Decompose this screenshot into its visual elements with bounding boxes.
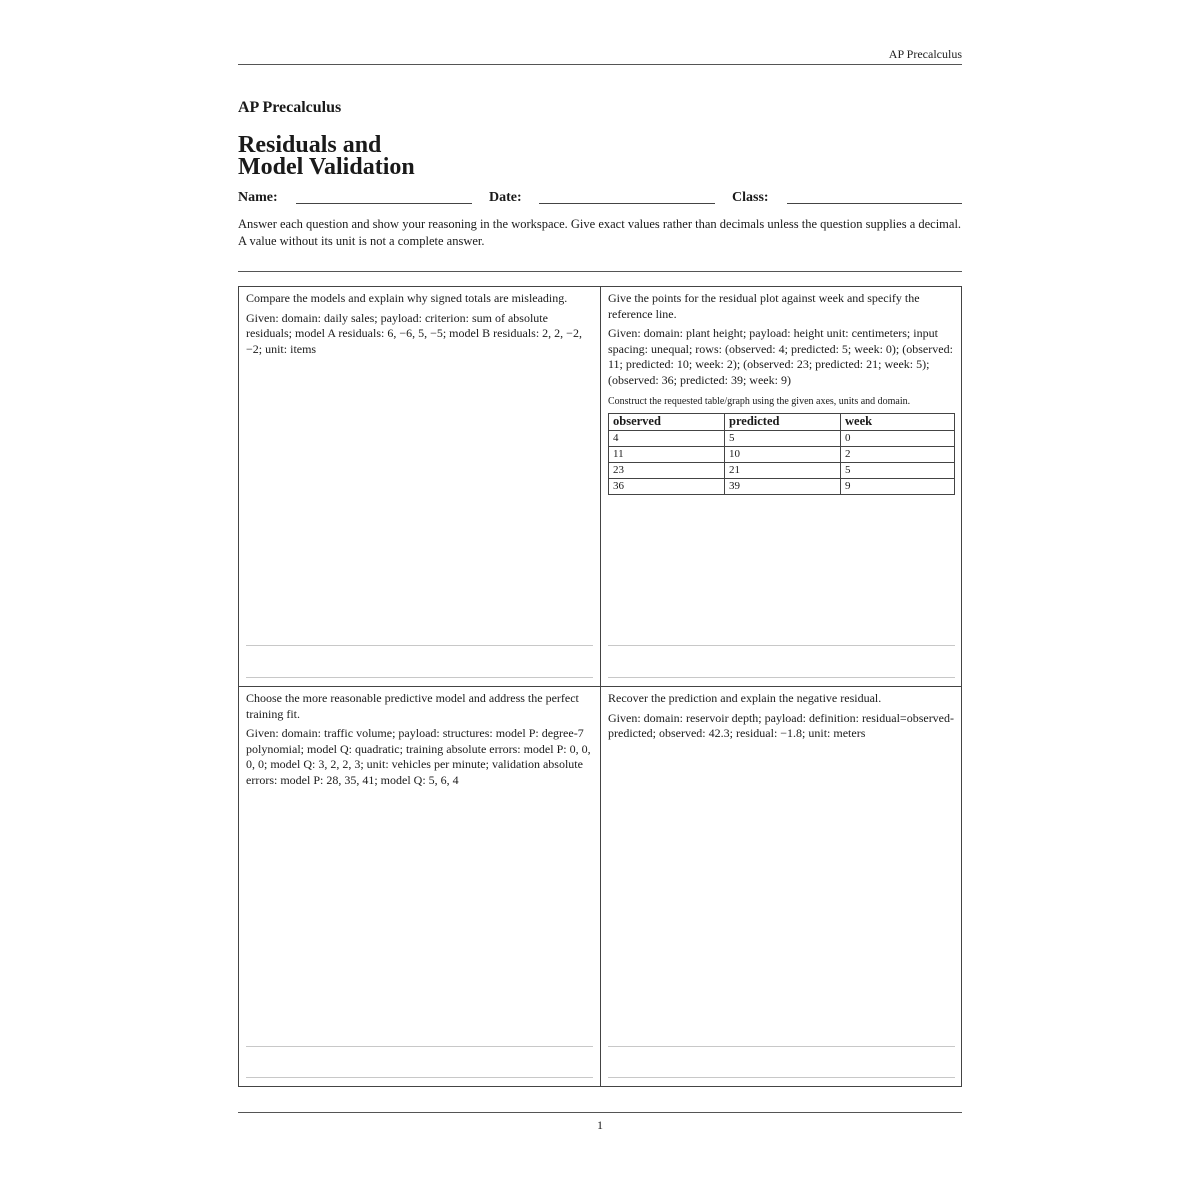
question-prompt: Compare the models and explain why signed totals are misleading. [246, 291, 568, 305]
question-grid [238, 286, 962, 1087]
column-header: observed [609, 413, 725, 430]
question-given: Given: domain: daily sales; payload: criterion: sum of absolute residuals; model A residuals: 6, −6, 5, −5; model B residuals: 2, 2, −2, −2; unit: items [246, 310, 582, 356]
question-given: Given: domain: reservoir depth; payload: definition: residual=observed-predicted; observed: 42.3; residual: −1.8; unit: meters [608, 710, 955, 740]
answer-line[interactable] [608, 645, 955, 646]
question-2 [608, 291, 955, 495]
table-row [609, 446, 955, 462]
course-name: AP Precalculus [238, 99, 342, 116]
answer-line[interactable] [246, 1046, 593, 1047]
name-label: Name: [238, 190, 278, 205]
column-header: predicted [725, 413, 841, 430]
table-cell: 5 [725, 430, 841, 446]
table-cell: 21 [725, 462, 841, 478]
table-cell: 4 [609, 430, 725, 446]
question-prompt: Recover the prediction and explain the negative residual. [608, 691, 882, 705]
date-label: Date: [489, 190, 522, 205]
page-number: 1 [597, 1118, 603, 1132]
student-info-fields [238, 190, 962, 212]
question-4 [608, 691, 955, 742]
table-cell: 11 [609, 446, 725, 462]
table-cell: 0 [841, 430, 955, 446]
class-label: Class: [732, 190, 769, 205]
question-prompt: Choose the more reasonable predictive model and address the perfect training fit. [246, 691, 579, 721]
table-cell: 2 [841, 446, 955, 462]
table-cell: 36 [609, 478, 725, 494]
grid-divider-horizontal [239, 686, 961, 687]
table-cell: 23 [609, 462, 725, 478]
question-prompt: Give the points for the residual plot against week and specify the reference line. [608, 291, 920, 321]
table-header-row [609, 413, 955, 430]
worksheet-page [238, 0, 962, 1200]
name-field[interactable] [296, 203, 472, 204]
footer-divider [238, 1112, 962, 1113]
column-header: week [841, 413, 955, 430]
table-cell: 39 [725, 478, 841, 494]
question-given: Given: domain: traffic volume; payload: structures: model P: degree-7 polynomial; model Q: quadratic; training absolute errors: model P: 0, 0, 0, 0; model Q: 3, 2, 2, 3; unit: vehicles per minute; validation absolute errors: model P: 28, 35, 41; model Q: 5, 6, 4 [246, 726, 591, 787]
construction-note: Construct the requested table/graph using the given axes, units and domain. [608, 396, 911, 407]
answer-line[interactable] [246, 1077, 593, 1078]
question-3 [246, 691, 593, 788]
data-table [608, 413, 955, 495]
table-cell: 5 [841, 462, 955, 478]
instructions: Answer each question and show your reasoning in the workspace. Give exact values rather than decimals unless the question supplies a decimal. A value without its unit is not a complete answer. [238, 217, 962, 248]
running-header: AP Precalculus [888, 47, 962, 61]
class-field[interactable] [787, 203, 962, 204]
answer-line[interactable] [608, 1046, 955, 1047]
table-row [609, 462, 955, 478]
answer-line[interactable] [246, 677, 593, 678]
question-given: Given: domain: plant height; payload: height unit: centimeters; input spacing: unequal; rows: (observed: 4; predicted: 5; week: 0); (observed: 11; predicted: 10; week: 2); (observed: 23; predicted: 21; week: 5); (observed: 36; predicted: 39; week: 9) [608, 326, 953, 387]
date-field[interactable] [539, 203, 715, 204]
answer-line[interactable] [608, 677, 955, 678]
instructions-divider [238, 271, 962, 272]
header-divider [238, 64, 962, 65]
page-title: Residuals and Model Validation [238, 132, 415, 180]
table-cell: 9 [841, 478, 955, 494]
table-row [609, 430, 955, 446]
table-row [609, 478, 955, 494]
answer-line[interactable] [246, 645, 593, 646]
question-1 [246, 291, 593, 357]
answer-line[interactable] [608, 1077, 955, 1078]
table-cell: 10 [725, 446, 841, 462]
